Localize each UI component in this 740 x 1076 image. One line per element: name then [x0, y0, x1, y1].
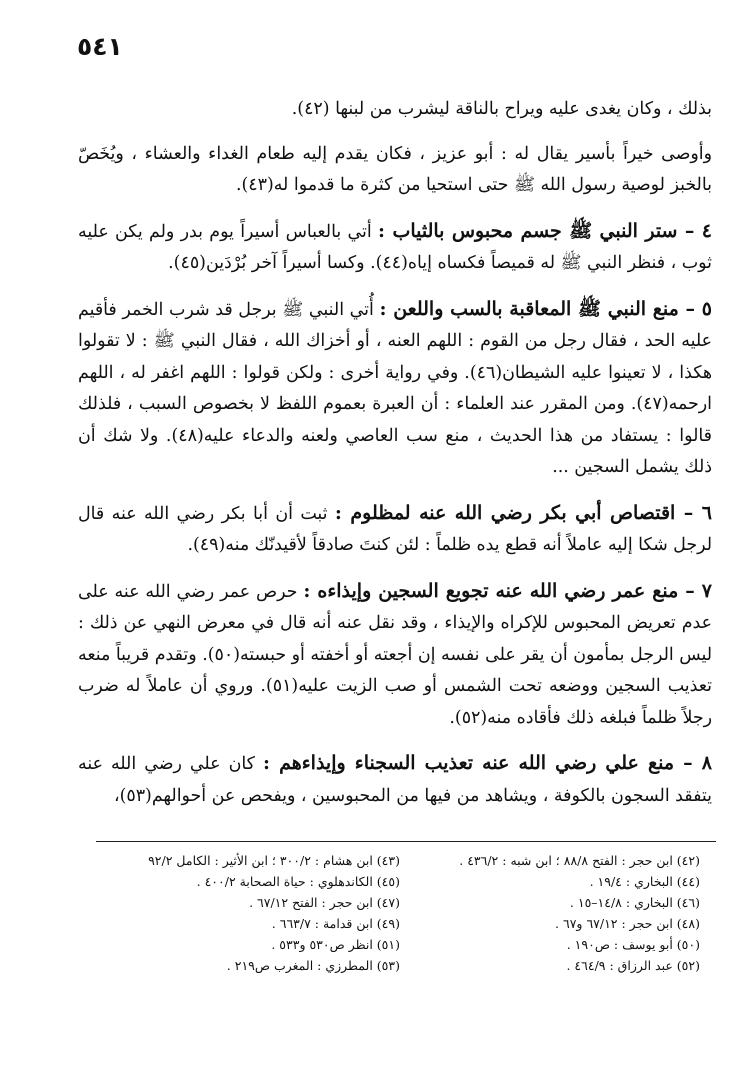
section-paragraph	[78, 294, 712, 484]
page-number: ٥٤١	[77, 32, 123, 61]
section-heading: ٤ – ستر النبي ﷺ جسم محبوس بالثياب :	[378, 219, 712, 242]
section-heading: ٨ – منع علي رضي الله عنه تعذيب السجناء وإيذاءهم :	[262, 752, 712, 774]
footnote: (٤٩) ابن قدامة : ٦٦٣/٧ .	[271, 916, 400, 931]
section-paragraph	[78, 498, 712, 562]
paragraph	[78, 139, 712, 202]
footnote: (٥٠) أبو يوسف : ص١٩٠ .	[566, 937, 700, 952]
section-paragraph	[78, 576, 712, 735]
footnote: (٤٥) الكاندهلوي : حياة الصحابة ٤٠٠/٢ .	[196, 874, 400, 889]
main-text	[78, 94, 712, 812]
section-paragraph	[78, 216, 712, 280]
paragraph-text: كان علي رضي الله عنه يتفقد السجون بالكوفة ، ويشاهد من فيها من المحبوسين ، ويفحص عن أحوالهم(٥٣)،	[78, 754, 712, 806]
paragraph-text: حرص عمر رضي الله عنه على عدم تعريض المحبوس للإكراه والإيذاء ، وقد نقل عنه أنه قال في معرض النهي عن ذلك : ليس الرجل بمأمون أن يقر على نفسه إن أجعته أو أخفته أو حبسته(٥٠). وتقدم قريباً منعه تعذيب السجين ووضعه تحت الشمس أو صب الزيت عليه(٥١). وروي أن عاملاً له ضرب رجلاً ظلماً فبلغه ذلك فأقاده منه(٥٢).	[78, 581, 712, 728]
footnote: (٤٧) ابن حجر : الفتح ٦٧/١٢ .	[249, 895, 400, 910]
footnote: (٤٣) ابن هشام : ٣٠٠/٢ ؛ ابن الأثير : الكامل ٩٢/٢	[148, 853, 400, 868]
paragraph-text: أتي بالعباس أسيراً يوم بدر ولم يكن عليه ثوب ، فنظر النبي ﷺ له قميصاً فكساه إياه(٤٤). وكسا أسيراً آخر بُرْدَين(٤٥).	[78, 221, 712, 273]
paragraph-text: وأوصى خيراً بأسير يقال له : أبو عزيز ، فكان يقدم إليه طعام الغداء والعشاء ، ويُخَصّ بالخبز لوصية رسول الله ﷺ حتى استحيا من كثرة ما قدموا له(٤٣).	[78, 143, 712, 195]
footnote: (٤٤) البخاري : ١٩/٤ .	[589, 874, 700, 889]
footnote: (٤٦) البخاري : ١٤/٨–١٥ .	[569, 895, 700, 910]
footnote: (٥٣) المطرزي : المغرب ص٢١٩ .	[226, 958, 400, 973]
paragraph-text: ثبت أن أبا بكر رضي الله عنه قال لرجل شكا إليه عاملاً أنه قطع يده ظلماً : لئن كنتَ صادقاً لأقيدنّك منه(٤٩).	[78, 503, 712, 555]
footnotes	[100, 852, 700, 975]
footnote: (٥١) انظر ص٥٣٠ و٥٣٣ .	[271, 937, 400, 952]
footnote: (٤٨) ابن حجر : ٦٧/١٢ و٦٧ .	[555, 916, 700, 931]
section-heading: ٥ – منع النبي ﷺ المعاقبة بالسب واللعن :	[379, 297, 712, 320]
footnote: (٤٢) ابن حجر : الفتح ٨٨/٨ ؛ ابن شبه : ٤٣٦/٢ .	[459, 853, 700, 868]
paragraph-text: بذلك ، وكان يغدى عليه ويراح بالناقة ليشرب من لبنها (٤٢).	[291, 99, 712, 119]
paragraph	[78, 94, 712, 126]
section-heading: ٧ – منع عمر رضي الله عنه تجويع السجين وإيذاءه :	[303, 579, 712, 602]
footnote-divider	[96, 841, 716, 842]
section-heading: ٦ – اقتصاص أبي بكر رضي الله عنه لمظلوم :	[334, 501, 712, 524]
section-paragraph	[78, 748, 712, 812]
footnote: (٥٢) عبد الرزاق : ٤٦٤/٩ .	[566, 958, 700, 973]
paragraph-text: أُتي النبي ﷺ برجل قد شرب الخمر فأقيم عليه الحد ، فقال رجل من القوم : اللهم العنه ، أو أخزاك الله ، فقال النبي ﷺ : لا تقولوا هكذا ، لا تعينوا عليه الشيطان(٤٦). وفي رواية أخرى : ولكن قولوا : اللهم اغفر له ، اللهم ارحمه(٤٧). ومن المقرر عند العلماء : أن العبرة بعموم اللفظ لا بخصوص السبب ، فلذلك قالوا : يستفاد من هذا الحديث ، منع سب العاصي ولعنه والدعاء عليه(٤٨). ولا شك أن ذلك يشمل السجين ...	[78, 299, 712, 477]
